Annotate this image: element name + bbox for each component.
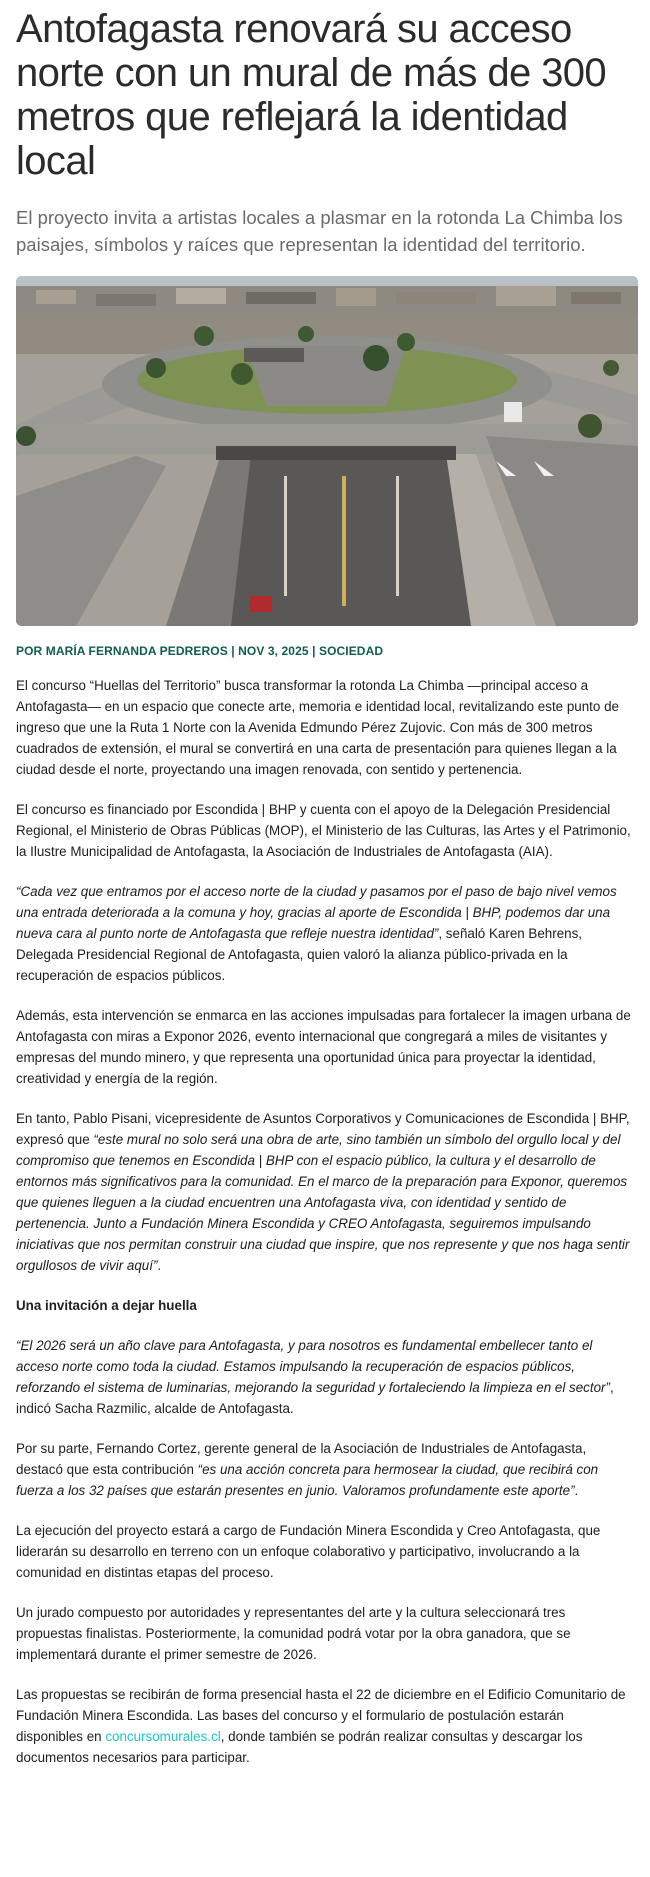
paragraph-1: El concurso “Huellas del Territorio” busca transformar la rotonda La Chimba —principal acceso a Antofagasta— en un espacio que conecte arte, memoria e identidad local, revitalizando este punto de ingreso que une la Ruta 1 Norte con la Avenida Edmundo Pérez Zujovic. Con más de 300 metros cuadrados de extensión, el mural se convertirá en una carta de presentación para quienes llegan a la ciudad desde el norte, proyectando una imagen renovada, con sentido y pertenencia. (16, 678, 619, 777)
quote-delegada: “Cada vez que entramos por el acceso norte de la ciudad y pasamos por el paso de bajo nivel vemos una entrada deteriorada a la comuna y hoy, gracias al aporte de Escondida | BHP, podemos dar una nueva cara al punto norte de Antofagasta que refleje nuestra identidad” (16, 884, 617, 941)
paragraph-7-end: . (574, 1483, 579, 1498)
quote-attribution: , indicó Sacha Razmilic, alcalde de Antofagasta. (16, 1380, 614, 1416)
paragraph-7 (16, 1438, 634, 1501)
paragraph-10-rest: , donde también se podrán realizar consultas y descargar los documentos necesarios para participar. (16, 1729, 583, 1765)
roundabout-aerial-image (16, 276, 638, 626)
concursomurales-link[interactable]: concursomurales.cl (105, 1729, 221, 1744)
hero-photo (16, 276, 638, 626)
quote-alcalde: “El 2026 será un año clave para Antofagasta, y para nosotros es fundamental embellecer tanto el acceso norte como toda la ciudad. Estamos impulsando la recuperación de espacios públicos, reforzando el sistema de luminarias, mejorando la seguridad y fortaleciendo la limpieza en el sector” (16, 1338, 610, 1395)
paragraph-6 (16, 1335, 634, 1419)
article-title: Antofagasta renovará su acceso norte con un mural de más de 300 metros que reflejará la identidad local (16, 7, 607, 183)
quote-cortez: “es una acción concreta para hermosear la ciudad, que recibirá con fuerza a los 32 países que estarán presentes en junio. Valoramos profundamente este aporte” (16, 1462, 599, 1498)
quote-pisani: “este mural no solo será una obra de arte, sino también un símbolo del orgullo local y del compromiso que tenemos en Escondida | BHP con el espacio público, la cultura y el desarrollo de entornos más significativos para la comunidad. En el marco de la preparación para Exponor, queremos que quienes lleguen a la ciudad encuentren una Antofagasta viva, con identidad y sentido de pertenencia. Junto a Fundación Minera Escondida y CREO Antofagasta, seguiremos impulsando iniciativas que nos permitan construir una ciudad que inspire, que nos represente y que nos haga sentir orgullosos de vivir aquí” (16, 1132, 630, 1273)
paragraph-5 (16, 1108, 634, 1276)
paragraph-9: Un jurado compuesto por autoridades y representantes del arte y la cultura seleccionará tres propuestas finalistas. Posteriormente, la comunidad podrá votar por la obra ganadora, que se implementará durante el primer semestre de 2026. (16, 1605, 571, 1662)
quote-attribution: , señaló Karen Behrens, Delegada Presidencial Regional de Antofagasta, quien valoró la alianza público-privada en la recuperación de espacios públicos. (16, 926, 583, 983)
paragraph-10-intro: Las propuestas se recibirán de forma presencial hasta el 22 de diciembre en el Edificio Comunitario de Fundación Minera Escondida. Las bases del concurso y el formulario de postulación estarán disponibles en (16, 1687, 626, 1744)
paragraph-4: Además, esta intervención se enmarca en las acciones impulsadas para fortalecer la imagen urbana de Antofagasta con miras a Exponor 2026, evento internacional que congregará a miles de visitantes y empresas del mundo minero, y que representa una oportunidad única para proyectar la identidad, creatividad y energía de la región. (16, 1008, 631, 1086)
paragraph-5-intro: En tanto, Pablo Pisani, vicepresidente de Asuntos Corporativos y Comunicaciones de Escondida | BHP, expresó que (16, 1111, 630, 1147)
byline-date: NOV 3, 2025 (238, 644, 309, 658)
paragraph-5-end: . (157, 1258, 162, 1273)
byline-author[interactable]: POR MARÍA FERNANDA PEDREROS (16, 644, 228, 658)
paragraph-10 (16, 1684, 634, 1768)
byline-category[interactable]: SOCIEDAD (318, 644, 384, 658)
section-heading: Una invitación a dejar huella (16, 1298, 197, 1313)
article-subtitle: El proyecto invita a artistas locales a plasmar en la rotonda La Chimba los paisajes, símbolos y raíces que representan la identidad del territorio. (16, 207, 623, 255)
paragraph-7-intro: Por su parte, Fernando Cortez, gerente general de la Asociación de Industriales de Antofagasta, destacó que esta contribución (16, 1441, 587, 1477)
paragraph-8: La ejecución del proyecto estará a cargo de Fundación Minera Escondida y Creo Antofagasta, que liderarán su desarrollo en terreno con un enfoque colaborativo y participativo, involucrando a la comunidad en distintas etapas del proceso. (16, 1523, 601, 1580)
paragraph-3 (16, 881, 634, 986)
paragraph-2: El concurso es financiado por Escondida | BHP y cuenta con el apoyo de la Delegación Presidencial Regional, el Ministerio de Obras Públicas (MOP), el Ministerio de las Culturas, las Artes y el Patrimonio, la Ilustre Municipalidad de Antofagasta, la Asociación de Industriales de Antofagasta (AIA). (16, 802, 631, 859)
byline-separator: | (308, 644, 319, 658)
byline-separator: | (227, 644, 239, 658)
byline (16, 644, 634, 658)
